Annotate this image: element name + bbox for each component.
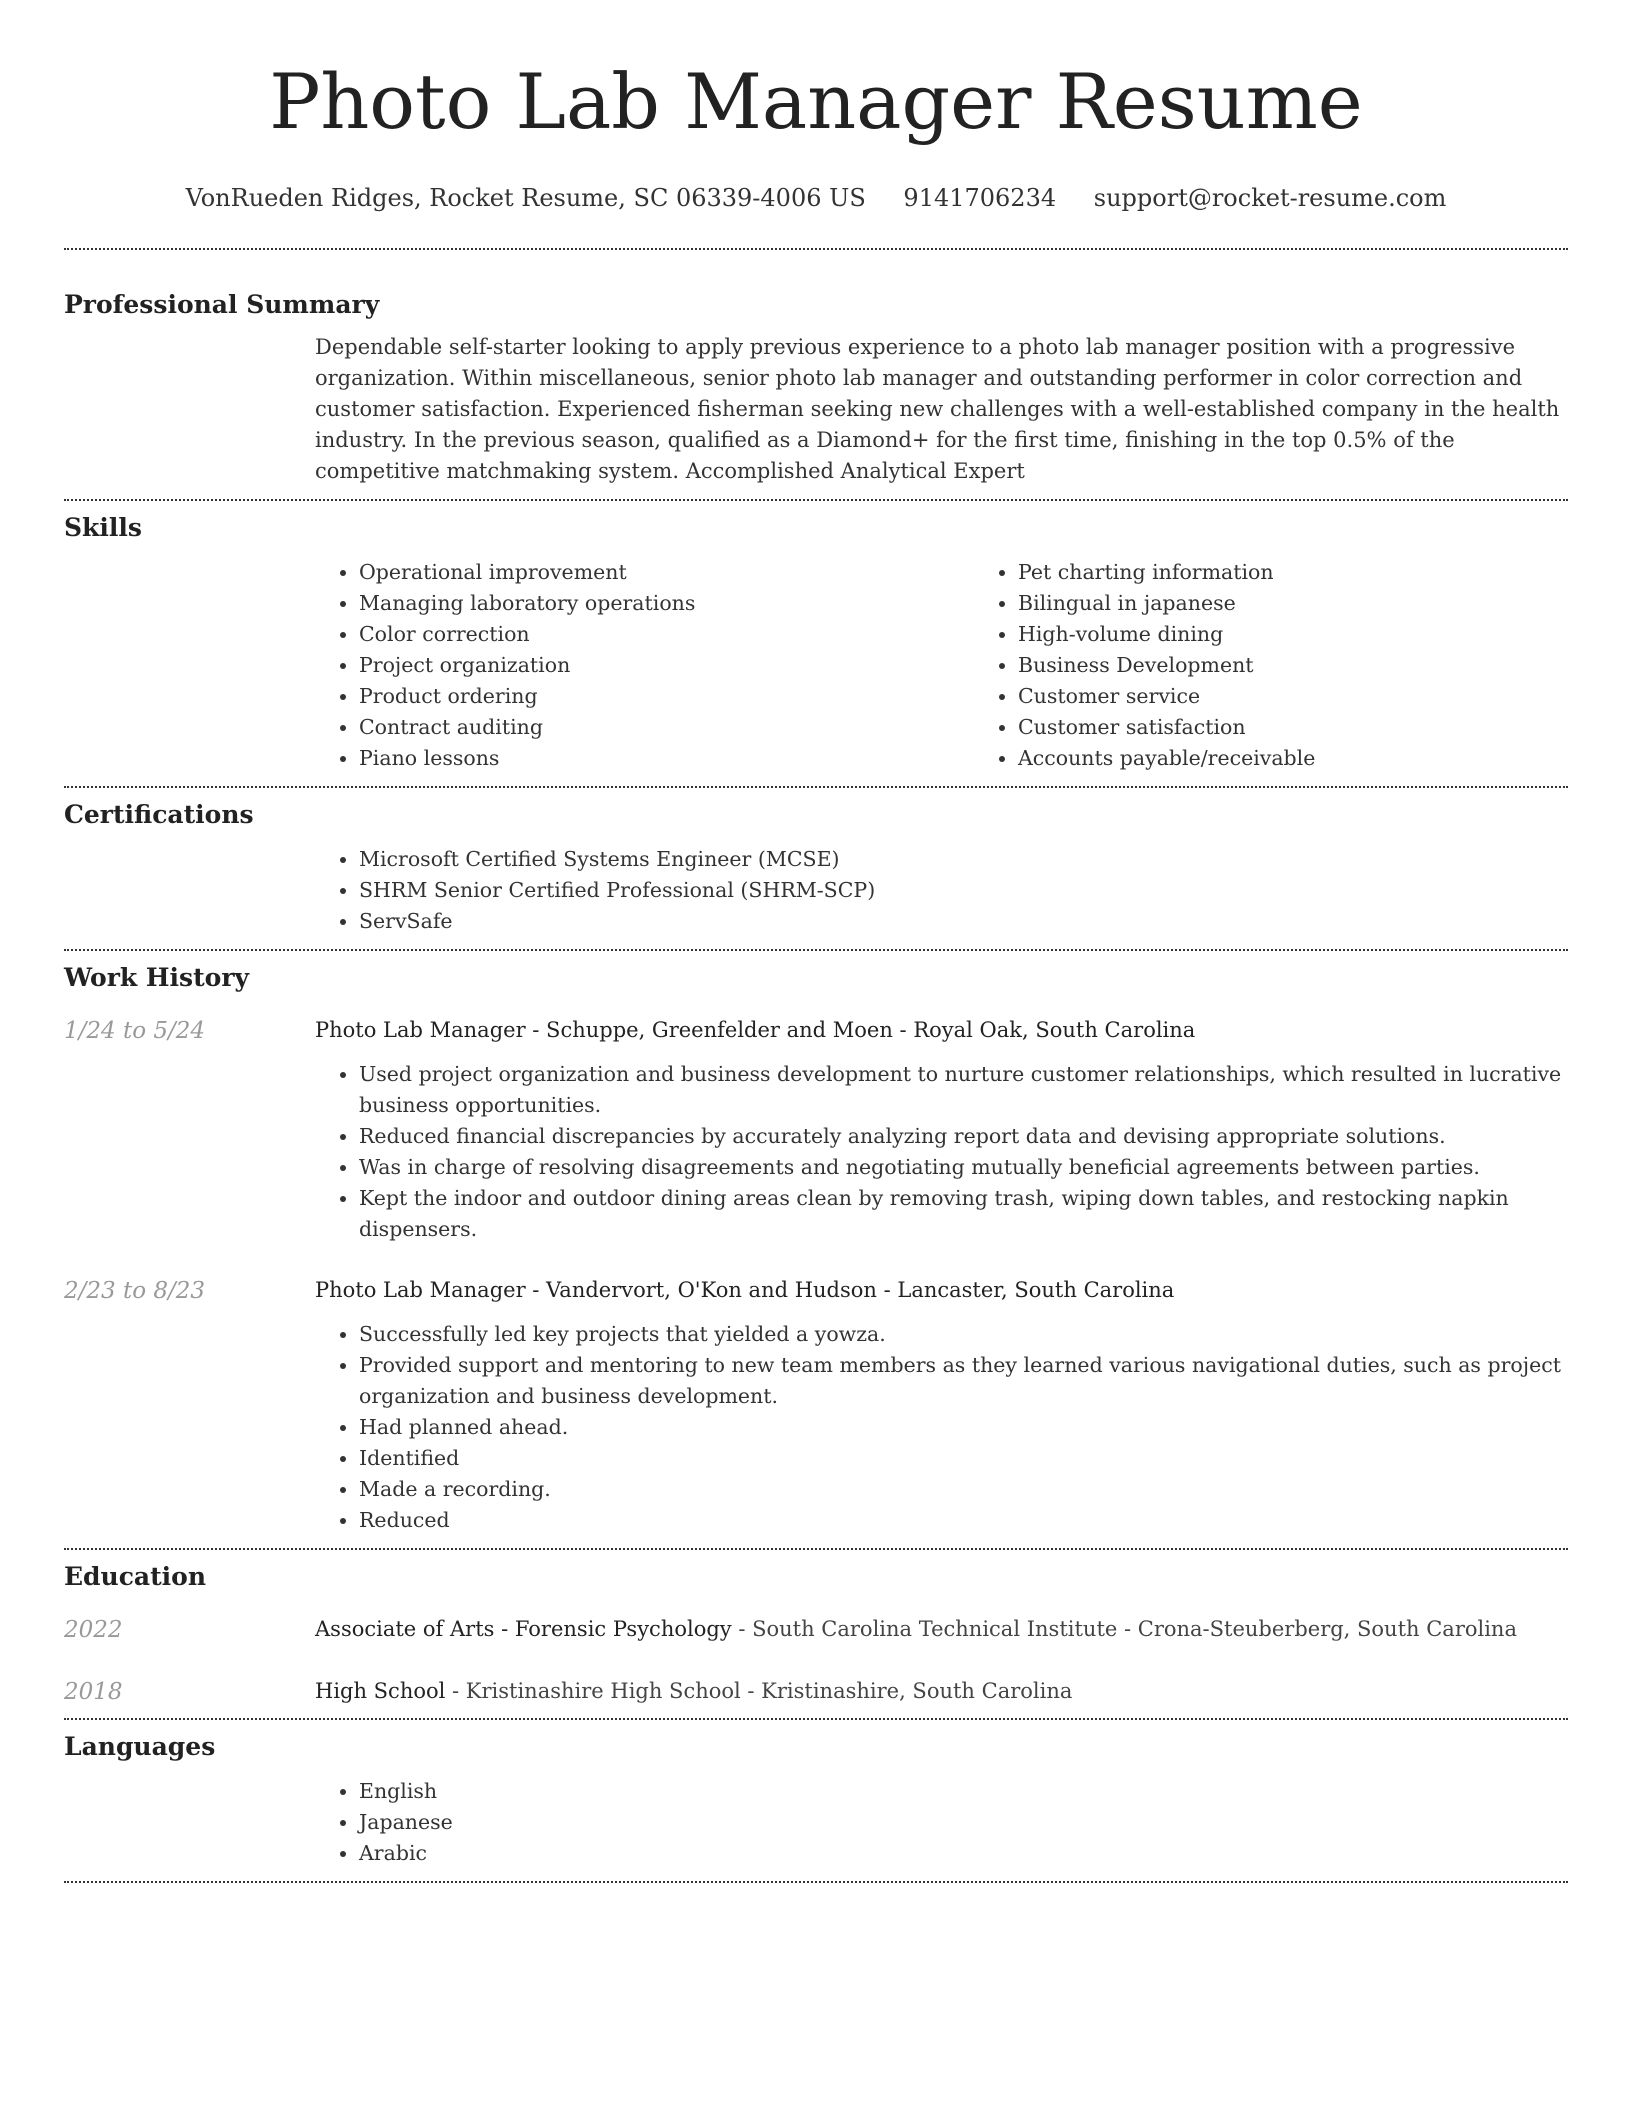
- list-item: • Japanese: [359, 1807, 1568, 1838]
- section-heading-languages: Languages: [64, 1732, 216, 1761]
- section-heading-education: Education: [64, 1562, 207, 1591]
- certifications-section: [64, 788, 1568, 949]
- section-heading-skills: Skills: [64, 513, 142, 542]
- education-year: 2018: [64, 1679, 123, 1705]
- list-item: • Kept the indoor and outdoor dining areas clean by removing trash, wiping down tables, and restocking napkin dispensers.: [359, 1183, 1568, 1245]
- list-item: • Bilingual in japanese: [1018, 588, 1632, 619]
- skills-list-left: [315, 557, 974, 774]
- education-degree: High School: [315, 1679, 446, 1703]
- list-item: • Customer service: [1018, 681, 1632, 712]
- skills-columns: [315, 557, 1632, 774]
- summary-section: [64, 250, 1568, 499]
- section-heading-summary: Professional Summary: [64, 290, 380, 319]
- work-history-section: [64, 951, 1568, 1548]
- list-item: • Was in charge of resolving disagreements and negotiating mutually beneficial agreements between parties.: [359, 1152, 1568, 1183]
- list-item: • Product ordering: [359, 681, 974, 712]
- skills-section: [64, 501, 1568, 786]
- list-item: • Reduced financial discrepancies by accurately analyzing report data and devising appropriate solutions.: [359, 1121, 1568, 1152]
- list-item: • Used project organization and business development to nurture customer relationships, which resulted in lucrative business opportunities.: [359, 1059, 1568, 1121]
- certifications-list: [315, 844, 1568, 937]
- list-item: • Managing laboratory operations: [359, 588, 974, 619]
- summary-text: Dependable self-starter looking to apply previous experience to a photo lab manager position with a progressive organization. Within miscellaneous, senior photo lab manager and outstanding performer in color correction and customer satisfaction. Experienced fisherman seeking new challenges with a well-established company in the health industry. In the previous season, qualified as a Diamond+ for the first time, finishing in the top 0.5% of the competitive matchmaking system. Accomplished Analytical Expert: [315, 335, 1560, 483]
- list-item: • Project organization: [359, 650, 974, 681]
- list-item: • Arabic: [359, 1838, 1568, 1869]
- education-degree: Associate of Arts - Forensic Psychology: [315, 1617, 732, 1641]
- education-institution: - Kristinashire High School - Kristinashire, South Carolina: [445, 1679, 1073, 1703]
- list-item: • SHRM Senior Certified Professional (SHRM-SCP): [359, 875, 1568, 906]
- list-item: • Customer satisfaction: [1018, 712, 1632, 743]
- contact-phone: 9141706234: [903, 184, 1057, 212]
- list-item: • Successfully led key projects that yielded a yowza.: [359, 1319, 1568, 1350]
- list-item: • Color correction: [359, 619, 974, 650]
- list-item: • Provided support and mentoring to new team members as they learned various navigational duties, such as project organization and business development.: [359, 1350, 1568, 1412]
- list-item: • Piano lessons: [359, 743, 974, 774]
- languages-section: [64, 1720, 1568, 1881]
- page-title: Photo Lab Manager Resume: [269, 57, 1363, 146]
- list-item: • Reduced: [359, 1505, 1568, 1536]
- list-item: • Operational improvement: [359, 557, 974, 588]
- job-title: Photo Lab Manager - Vandervort, O'Kon and Hudson - Lancaster, South Carolina: [315, 1278, 1175, 1302]
- education-institution: - South Carolina Technical Institute - Crona-Steuberberg, South Carolina: [731, 1617, 1517, 1641]
- education-year: 2022: [64, 1617, 123, 1643]
- list-item: • Had planned ahead.: [359, 1412, 1568, 1443]
- list-item: • Pet charting information: [1018, 557, 1632, 588]
- education-entry: [64, 1614, 1568, 1646]
- education-entry: [64, 1676, 1568, 1718]
- job-bullets: [315, 1319, 1568, 1536]
- contact-line: [64, 182, 1568, 214]
- list-item: • Contract auditing: [359, 712, 974, 743]
- list-item: • Microsoft Certified Systems Engineer (MCSE): [359, 844, 1568, 875]
- job-title: Photo Lab Manager - Schuppe, Greenfelder and Moen - Royal Oak, South Carolina: [315, 1018, 1196, 1042]
- job-bullets: [315, 1059, 1568, 1245]
- job-entry: [64, 1275, 1568, 1548]
- divider: [64, 1881, 1568, 1883]
- job-dates: 2/23 to 8/23: [64, 1278, 206, 1304]
- list-item: • Identified: [359, 1443, 1568, 1474]
- job-entry: [64, 1015, 1568, 1245]
- list-item: • High-volume dining: [1018, 619, 1632, 650]
- education-section: [64, 1550, 1568, 1718]
- section-heading-certifications: Certifications: [64, 800, 254, 829]
- section-heading-work-history: Work History: [64, 963, 250, 992]
- list-item: • English: [359, 1776, 1568, 1807]
- skills-list-right: [974, 557, 1632, 774]
- languages-list: [315, 1776, 1568, 1869]
- list-item: • Made a recording.: [359, 1474, 1568, 1505]
- contact-address: VonRueden Ridges, Rocket Resume, SC 06339-4006 US: [185, 184, 866, 212]
- job-dates: 1/24 to 5/24: [64, 1018, 206, 1044]
- list-item: • ServSafe: [359, 906, 1568, 937]
- list-item: • Accounts payable/receivable: [1018, 743, 1632, 774]
- contact-email: support@rocket-resume.com: [1093, 184, 1447, 212]
- list-item: • Business Development: [1018, 650, 1632, 681]
